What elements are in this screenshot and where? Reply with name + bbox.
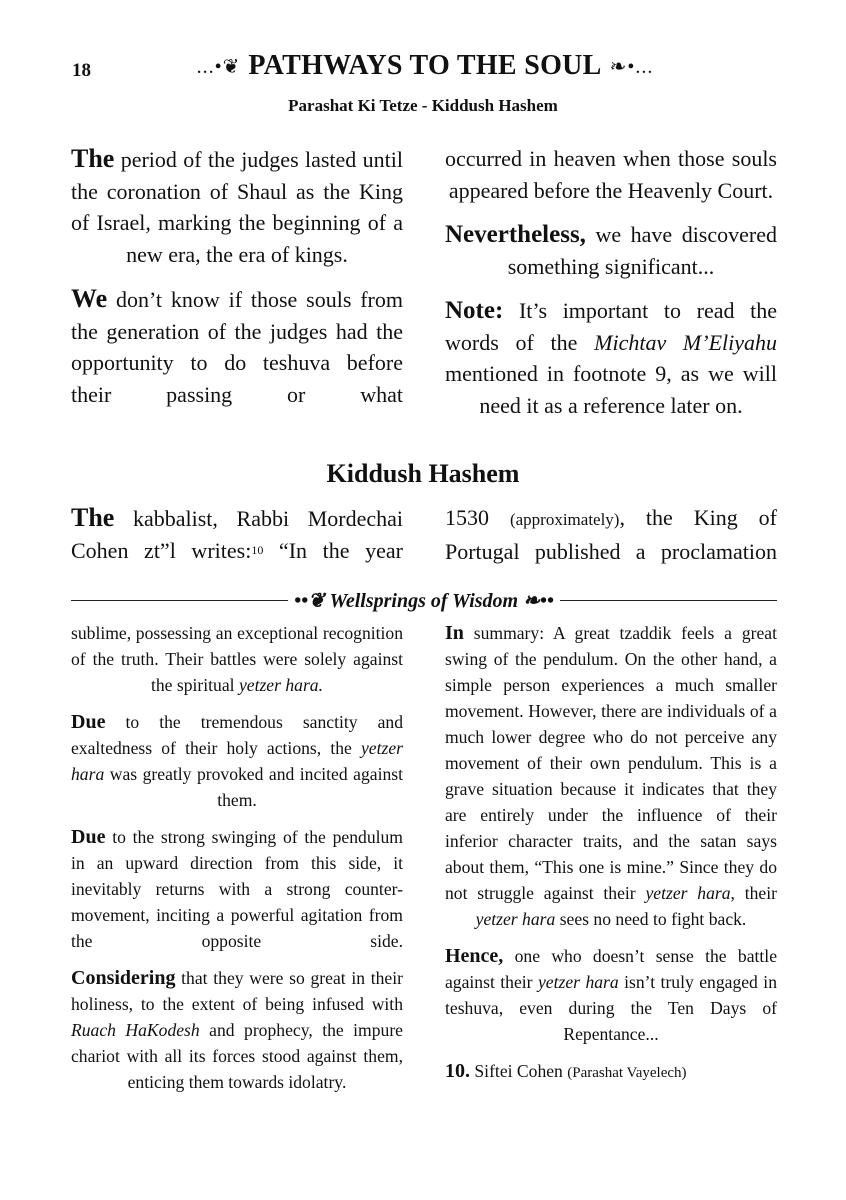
section-heading: Kiddush Hashem xyxy=(326,459,520,488)
paragraph-text: “In the year xyxy=(263,537,403,563)
lead-word: Due xyxy=(71,711,106,733)
paragraph-text: occurred in heaven when those souls appeared before the Heavenly Court. xyxy=(445,146,777,203)
wellsprings-label: ••❦ Wellsprings of Wisdom ❧•• xyxy=(294,589,554,612)
footnote-number: 10. xyxy=(445,1060,470,1082)
intro-paragraph-1 xyxy=(71,143,403,270)
wellsprings-paragraph-6 xyxy=(445,943,777,1047)
paragraph-text: sublime, possessing an exceptional recognition of the truth. Their battles were solely against the spiritual xyxy=(71,623,403,695)
intro-left-column xyxy=(71,143,403,423)
paragraph-text: don’t know if those souls from the generation of the judges had the opportunity to do teshuva before their passing or what xyxy=(71,287,403,407)
paragraph-text: , their xyxy=(730,883,777,903)
lead-word: We xyxy=(71,284,108,313)
paragraph-text: and prophecy, the impure chariot with all its forces stood against them, enticing them towards idolatry. xyxy=(71,1020,403,1092)
section-paragraph-1 xyxy=(71,502,403,566)
divider-line xyxy=(71,600,288,601)
paragraph-text: It’s important to read the words of the xyxy=(445,298,777,355)
lead-word: Nevertheless, xyxy=(445,221,586,248)
paragraph-text: to the strong swinging of the pendulum in an upward direction from this side, it inevitably returns with a strong counter-movement, inciting a powerful agitation from the opposite side. xyxy=(71,827,403,951)
footnote-text: Siftei Cohen xyxy=(470,1061,568,1081)
lead-word: Note: xyxy=(445,297,504,324)
paragraph-text: to the tremendous sanctity and exaltedness of their holy actions, the xyxy=(71,712,403,758)
footnote-reference: 10 xyxy=(251,542,264,557)
running-header xyxy=(130,50,720,82)
paragraph-text: one who doesn’t sense the battle against their xyxy=(445,946,777,992)
italic-term: yetzer hara xyxy=(71,738,403,784)
ornament-left-icon: ...•❦ xyxy=(196,55,241,78)
section-right-column xyxy=(445,502,777,580)
footnote-source: (Parashat Vayelech) xyxy=(567,1065,687,1081)
page-number: 18 xyxy=(72,60,91,81)
intro-paragraph-4 xyxy=(445,219,777,282)
italic-term: yetzer hara xyxy=(475,909,556,929)
wellsprings-right-column xyxy=(445,620,777,1097)
intro-paragraph-5 xyxy=(445,295,777,421)
chapter-subtitle: Parashat Ki Tetze - Kiddush Hashem xyxy=(288,96,558,115)
italic-term: yetzer hara. xyxy=(238,675,323,695)
intro-paragraph-3 xyxy=(445,143,777,206)
paragraph-text: we have discovered something significant... xyxy=(507,222,777,279)
paragraph-text: that they were so great in their holiness, to the extent of being infused with xyxy=(71,968,403,1014)
intro-paragraph-2 xyxy=(71,283,403,410)
wellsprings-paragraph-5 xyxy=(445,620,777,932)
paragraph-text: , the King of Portugal published a proclamation xyxy=(445,505,778,564)
paragraph-text: kabbalist, Rabbi Mordechai Cohen zt”l writes: xyxy=(71,506,403,563)
wellsprings-left-column xyxy=(71,620,403,1106)
wellsprings-paragraph-1 xyxy=(71,620,403,698)
paragraph-text: isn’t truly engaged in teshuva, even during the Ten Days of Repentance... xyxy=(445,972,777,1044)
italic-term: Ruach HaKodesh xyxy=(71,1020,200,1040)
paragraph-text: was greatly provoked and incited against them. xyxy=(104,764,403,810)
paragraph-text: sees no need to fight back. xyxy=(555,909,747,929)
paragraph-text: summary: A great tzaddik feels a great swing of the pendulum. On the other hand, a simple person experiences a much smaller movement. However, there are individuals of a much lower degree who do not perceive any movement of their own pendulum. This is a grave situation because it indicates that they are entirely under the influence of their inferior character traits, and the satan says about them, “This one is mine.” Since they do not struggle against their xyxy=(445,623,777,903)
italic-term: yetzer hara xyxy=(645,883,731,903)
lead-word: Due xyxy=(71,826,106,848)
lead-word: Considering xyxy=(71,967,176,989)
book-title-italic: Michtav M’Eliyahu xyxy=(594,329,777,355)
divider-line xyxy=(560,600,777,601)
section-left-column xyxy=(71,502,403,579)
italic-term: yetzer hara xyxy=(537,972,619,992)
lead-word: Hence, xyxy=(445,945,504,967)
wellsprings-divider xyxy=(71,587,777,613)
wellsprings-paragraph-4 xyxy=(71,965,403,1095)
approx-text: (approximately) xyxy=(509,510,620,529)
lead-word: The xyxy=(71,503,115,532)
wellsprings-paragraph-2 xyxy=(71,709,403,813)
lead-word: The xyxy=(71,144,115,173)
ornament-right-icon: ❧•... xyxy=(609,55,654,78)
year-text: 1530 xyxy=(445,505,510,530)
footnote-10 xyxy=(445,1058,777,1086)
paragraph-text: mentioned in footnote 9, as we will need it as a reference later on. xyxy=(445,361,777,418)
lead-word: In xyxy=(445,622,464,644)
paragraph-text: period of the judges lasted until the coronation of Shaul as the King of Israel, marking the beginning of a new era, the era of kings. xyxy=(71,147,403,267)
intro-right-column xyxy=(445,143,777,434)
book-title: PATHWAYS TO THE SOUL xyxy=(248,50,602,81)
section-paragraph-2 xyxy=(445,502,777,567)
wellsprings-paragraph-3 xyxy=(71,824,403,954)
